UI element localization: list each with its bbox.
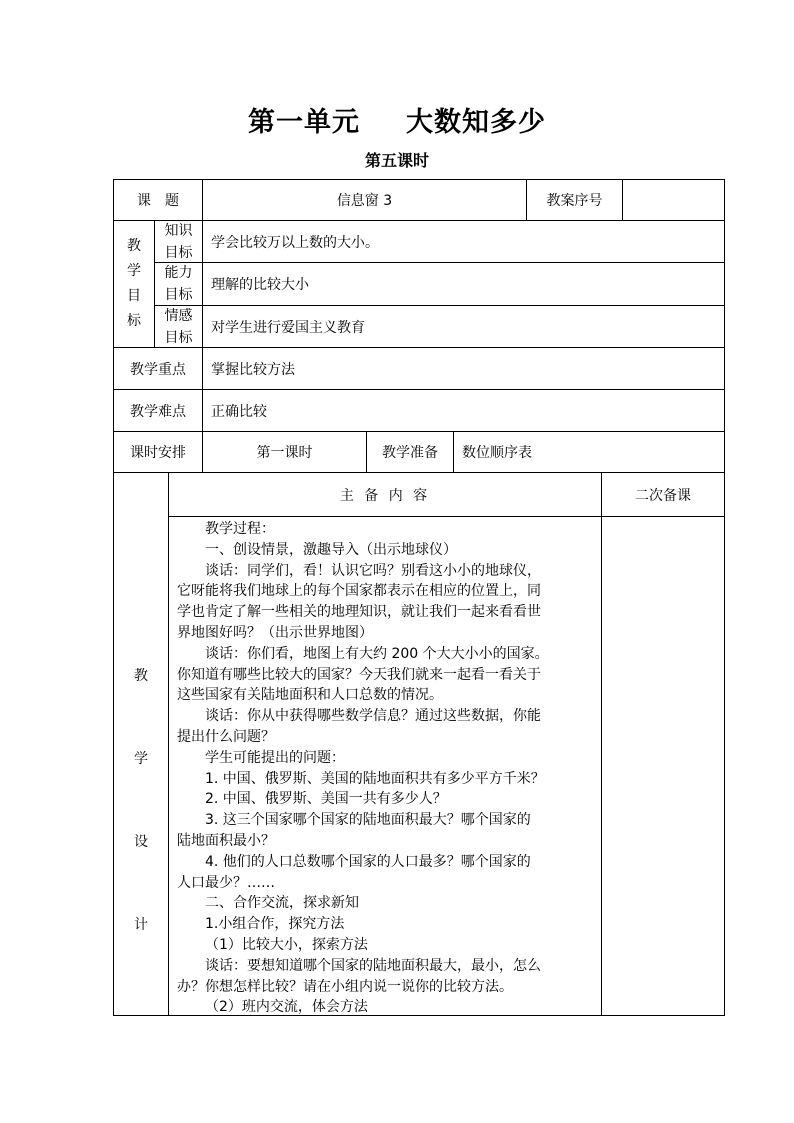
content-line: 教学过程：	[205, 521, 275, 537]
content-line: 1.小组合作，探究方法	[205, 916, 345, 933]
lesson-seq-value	[622, 179, 725, 221]
content-line: 谈话：同学们，看！认识它吗？别看这小小的地球仪，	[205, 562, 541, 579]
page-title	[0, 100, 794, 139]
key-point-value: 掌握比较方法	[202, 347, 725, 390]
key-point-label: 教学重点	[113, 347, 203, 390]
main-content-header: 主 备 内 容	[168, 472, 602, 517]
topic-label: 课 题	[113, 179, 203, 221]
goals-char: 标	[127, 313, 141, 329]
emotion-goal-label: 情感 目标	[154, 305, 203, 348]
topic-value: 信息窗 3	[202, 179, 527, 221]
second-prep-body	[601, 516, 725, 1016]
schedule-label: 课时安排	[113, 431, 203, 473]
lesson-plan-table	[113, 179, 725, 1016]
main-content-body	[168, 516, 602, 1016]
content-line: 2. 中国、俄罗斯、美国一共有多少人？	[205, 791, 447, 808]
difficulty-value: 正确比较	[202, 389, 725, 432]
content-line: 提出什么问题？	[177, 728, 275, 745]
knowledge-goal-label: 知识 目标	[154, 220, 203, 263]
content-line: 1. 中国、俄罗斯、美国的陆地面积共有多少平方千米？	[205, 770, 545, 787]
content-line: 人口最少？……	[177, 874, 275, 891]
unit-topic: 大数知多少	[406, 107, 546, 138]
emotion-goal-value: 对学生进行爱国主义教育	[202, 305, 725, 348]
design-char: 计	[134, 916, 148, 933]
design-char: 教	[134, 667, 148, 684]
goals-char: 教	[127, 238, 141, 254]
content-line: 陆地面积最小？	[177, 832, 275, 849]
content-line: （2）班内交流，体会方法	[205, 999, 368, 1016]
prep-label: 教学准备	[366, 431, 454, 473]
content-line: 3. 这三个国家哪个国家的陆地面积最大？哪个国家的	[205, 812, 531, 829]
goals-char: 学	[127, 263, 141, 279]
lesson-subtitle: 第五课时	[364, 151, 429, 170]
schedule-value: 第一课时	[202, 431, 367, 473]
content-line: 这些国家有关陆地面积和人口总数的情况。	[177, 687, 443, 704]
content-line: 二、合作交流，探求新知	[205, 895, 359, 912]
lesson-seq-label: 教案序号	[526, 179, 623, 221]
design-side-label	[113, 472, 169, 1016]
prep-value: 数位顺序表	[453, 431, 725, 473]
difficulty-label: 教学难点	[113, 389, 203, 432]
content-line: 你知道有哪些比较大的国家？今天我们就来一起看一看关于	[177, 666, 541, 683]
second-prep-header: 二次备课	[601, 472, 725, 517]
design-char: 学	[134, 750, 148, 767]
content-line: 它呀能将我们地球上的每个国家都表示在相应的位置上，同	[177, 583, 541, 600]
goals-group-label	[113, 220, 155, 348]
content-line: 办？你想怎样比较？请在小组内说一说你的比较方法。	[177, 978, 513, 995]
content-line: 学也肯定了解一些相关的地理知识，就让我们一起来看看世	[177, 604, 541, 621]
content-line: （1）比较大小，探索方法	[205, 936, 368, 953]
design-char: 设	[134, 833, 148, 850]
content-line: 一、创设情景，激趣导入（出示地球仪）	[205, 541, 457, 558]
content-line: 界地图好吗？（出示世界地图）	[177, 624, 373, 641]
content-line: 谈话：你从中获得哪些数学信息？通过这些数据，你能	[205, 708, 541, 725]
goals-char: 目	[127, 288, 141, 304]
unit-title: 第一单元	[248, 107, 360, 138]
content-line: 谈话：要想知道哪个国家的陆地面积最大，最小，怎么	[205, 957, 541, 974]
ability-goal-value: 理解的比较大小	[202, 262, 725, 306]
ability-goal-label: 能力 目标	[154, 262, 203, 306]
content-line: 4. 他们的人口总数哪个国家的人口最多？哪个国家的	[205, 853, 531, 870]
lesson-process-text	[177, 519, 593, 1018]
knowledge-goal-value: 学会比较万以上数的大小。	[202, 220, 725, 263]
content-line: 学生可能提出的问题：	[205, 749, 345, 766]
content-line: 谈话：你们看，地图上有大约 200 个大大小小的国家。	[205, 645, 549, 662]
